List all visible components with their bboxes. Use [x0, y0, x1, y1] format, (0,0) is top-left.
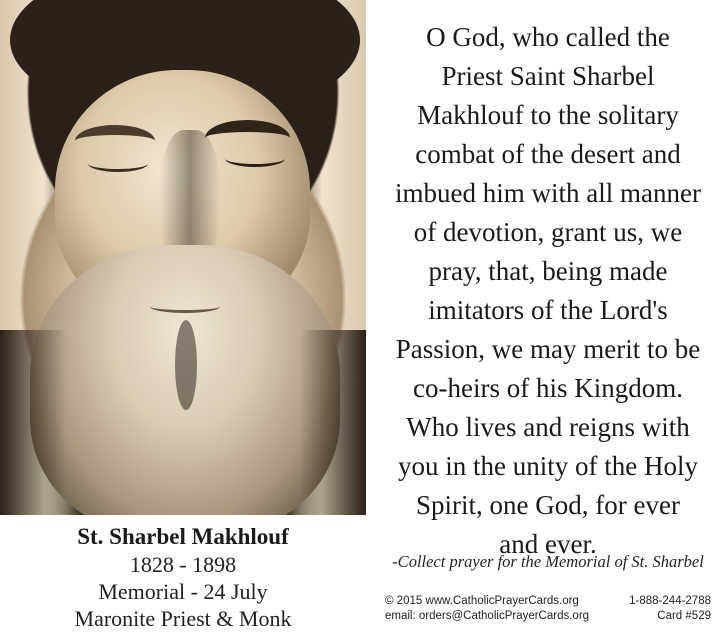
prayer-line: of devotion, grant us, we [413, 217, 683, 247]
saint-portrait [0, 0, 366, 515]
prayer-line: imbued him with all manner [395, 178, 701, 208]
card-number: Card #529 [657, 610, 711, 622]
copyright-website: © 2015 www.CatholicPrayerCards.org [385, 595, 579, 607]
prayer-line: Spirit, one God, for ever [416, 490, 680, 520]
prayer-line: Makhlouf to the solitary [417, 100, 679, 130]
prayer-line: Passion, we may merit to be [395, 334, 701, 364]
prayer-line: pray, that, being made [428, 256, 668, 286]
prayer-attribution: -Collect prayer for the Memorial of St. Sharbel [392, 552, 704, 571]
prayer-text [374, 18, 722, 564]
portrait-robe [0, 330, 366, 515]
prayer-line: imitators of the Lord's [428, 295, 668, 325]
portrait-brow-left [75, 125, 155, 157]
prayer-line: and ever. [499, 529, 597, 559]
saint-caption [0, 515, 366, 632]
prayer-line: Who lives and reigns with [406, 412, 690, 442]
portrait-mouth [150, 300, 220, 313]
saint-title: Maronite Priest & Monk [74, 606, 292, 631]
saint-name: St. Sharbel Makhlouf [77, 524, 289, 549]
prayer-line: co-heirs of his Kingdom. [413, 373, 683, 403]
card-footer [385, 594, 711, 624]
phone-number: 1-888-244-2788 [629, 595, 711, 607]
prayer-line: you in the unity of the Holy [398, 451, 698, 481]
memorial-date: Memorial - 24 July [98, 579, 268, 604]
prayer-line: combat of the desert and [415, 139, 681, 169]
email-address: email: orders@CatholicPrayerCards.org [385, 610, 590, 622]
portrait-eye-right [225, 150, 285, 167]
portrait-eye-left [88, 155, 148, 172]
prayer-line: O God, who called the [426, 22, 670, 52]
saint-dates: 1828 - 1898 [129, 552, 237, 577]
prayer-line: Priest Saint Sharbel [441, 61, 655, 91]
